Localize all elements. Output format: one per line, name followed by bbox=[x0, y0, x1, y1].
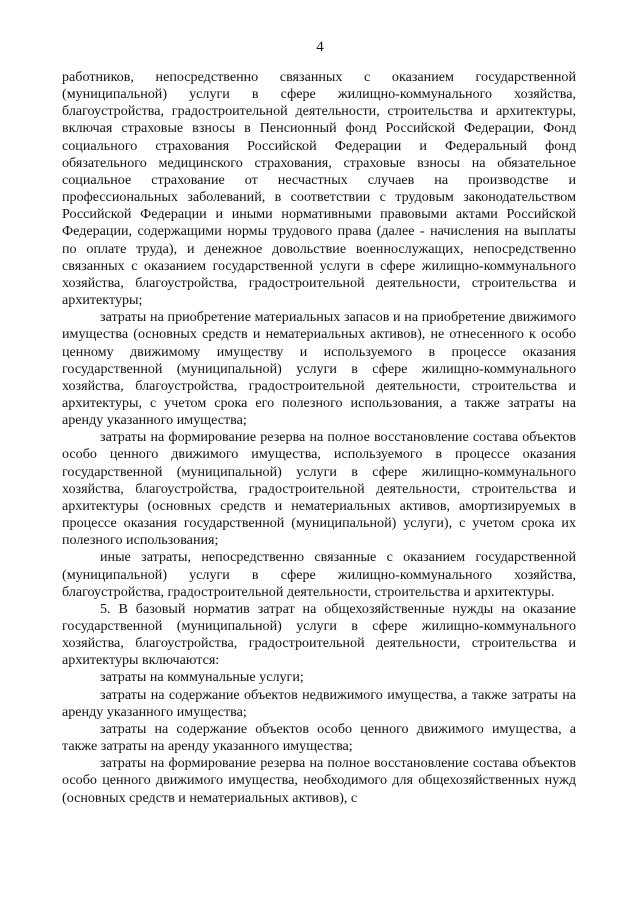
paragraph-reserve-costs: затраты на формирование резерва на полное восстановление состава объектов особо ценного движимого имущества, используемого в процессе оказания государственной (муниципальной) услуги в сфере жилищно-коммунального хозяйства, благоустройства, градостроительной деятельности, строительства и архитектуры (основных средств и нематериальных активов, амортизируемых в процессе оказания государственной (муниципальной) услуги), с учетом срока их полезного использования; bbox=[62, 429, 576, 549]
paragraph-continuation: работников, непосредственно связанных с оказанием государственной (муниципальной) услуги в сфере жилищно-коммунального хозяйства, благоустройства, градостроительной деятельности, строительства и архитектуры, включая страховые взносы в Пенсионный фонд Российской Федерации, Фонд социального страхования Российской Федерации и Федеральный фонд обязательного медицинского страхования, страховые взносы на обязательное социальное страхование от несчастных случаев на производстве и профессиональных заболеваний, в соответствии с трудовым законодательством Российской Федерации и иными нормативными правовыми актами Российской Федерации, содержащими нормы трудового права (далее - начисления на выплаты по оплате труда), и денежное довольствие военнослужащих, непосредственно связанных с оказанием государственной услуги в сфере жилищно-коммунального хозяйства, благоустройства, градостроительной деятельности, строительства и архитектуры; bbox=[62, 69, 576, 309]
paragraph-utilities: затраты на коммунальные услуги; bbox=[100, 669, 304, 686]
paragraph-real-estate: затраты на содержание объектов недвижимого имущества, а также затраты на аренду указанного имущества; bbox=[62, 686, 576, 720]
paragraph-material-costs: затраты на приобретение материальных запасов и на приобретение движимого имущества (основных средств и нематериальных активов), не отнесенного к особо ценному движимому имуществу и используемого в процессе оказания государственной (муниципальной) услуги в сфере жилищно-коммунального хозяйства, благоустройства, градостроительной деятельности, строительства и архитектуры, с учетом срока его полезного использования, а также затраты на аренду указанного имущества; bbox=[62, 309, 576, 429]
page-number: 4 bbox=[316, 39, 324, 55]
paragraph-other-costs: иные затраты, непосредственно связанные с оказанием государственной (муниципальной) услуги в сфере жилищно-коммунального хозяйства, благоустройства, градостроительной деятельности, строительства и архитектуры. bbox=[62, 549, 576, 600]
paragraph-general-reserve: затраты на формирование резерва на полное восстановление состава объектов особо ценного движимого имущества, необходимого для общехозяйственных нужд (основных средств и нематериальных активов), с bbox=[62, 755, 576, 806]
paragraph-section-5: 5. В базовый норматив затрат на общехозяйственные нужды на оказание государственной (муниципальной) услуги в сфере жилищно-коммунального хозяйства, благоустройства, градостроительной деятельности, строительства и архитектуры включаются: bbox=[62, 600, 576, 669]
document-body bbox=[62, 69, 576, 807]
paragraph-movable-property: затраты на содержание объектов особо ценного движимого имущества, а также затраты на аренду указанного имущества; bbox=[62, 720, 576, 755]
